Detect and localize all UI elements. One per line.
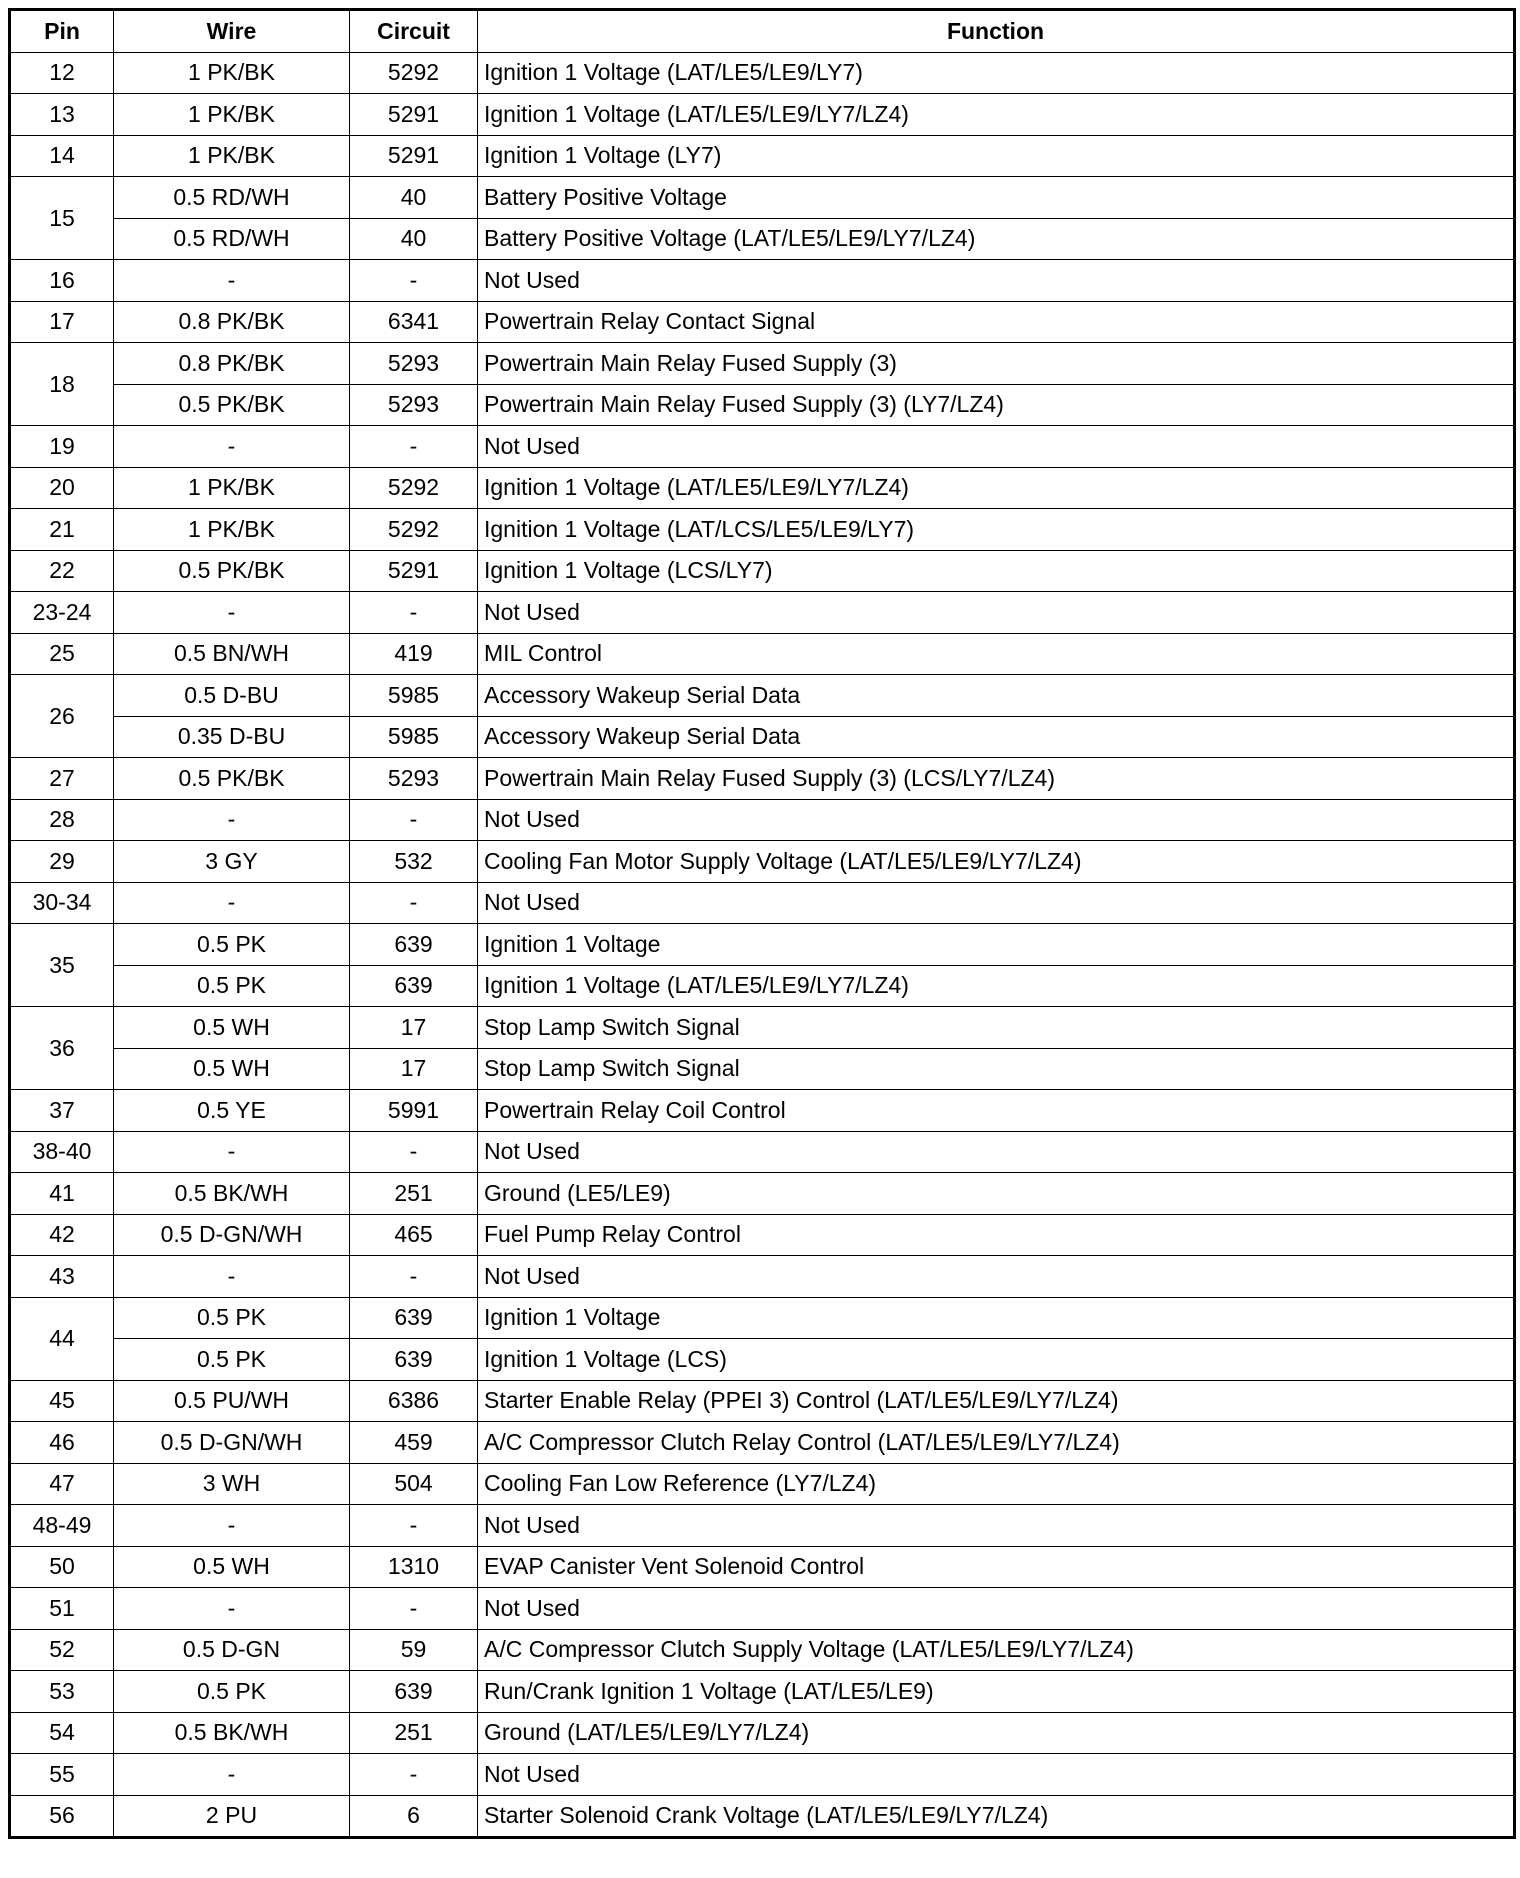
function-cell: Not Used xyxy=(478,592,1515,634)
wire-cell: 0.5 D-GN/WH xyxy=(114,1214,350,1256)
wire-cell: 0.5 RD/WH xyxy=(114,218,350,260)
function-cell: Battery Positive Voltage xyxy=(478,177,1515,219)
function-cell: A/C Compressor Clutch Supply Voltage (LAT/LE5/LE9/LY7/LZ4) xyxy=(478,1629,1515,1671)
circuit-cell: - xyxy=(350,1588,478,1630)
function-cell: Powertrain Relay Coil Control xyxy=(478,1090,1515,1132)
function-cell: Accessory Wakeup Serial Data xyxy=(478,675,1515,717)
circuit-cell: 6 xyxy=(350,1795,478,1838)
table-row xyxy=(10,1173,1515,1215)
function-cell: A/C Compressor Clutch Relay Control (LAT/LE5/LE9/LY7/LZ4) xyxy=(478,1422,1515,1464)
function-cell: Stop Lamp Switch Signal xyxy=(478,1007,1515,1049)
function-cell: Ignition 1 Voltage (LY7) xyxy=(478,135,1515,177)
table-row xyxy=(10,882,1515,924)
function-cell: Battery Positive Voltage (LAT/LE5/LE9/LY7/LZ4) xyxy=(478,218,1515,260)
table-row xyxy=(10,1131,1515,1173)
function-cell: Not Used xyxy=(478,1588,1515,1630)
pin-cell: 48-49 xyxy=(10,1505,114,1547)
wire-cell: - xyxy=(114,882,350,924)
function-cell: Ignition 1 Voltage (LAT/LE5/LE9/LY7/LZ4) xyxy=(478,94,1515,136)
wire-cell: 0.5 PK xyxy=(114,924,350,966)
pin-cell: 47 xyxy=(10,1463,114,1505)
function-cell: EVAP Canister Vent Solenoid Control xyxy=(478,1546,1515,1588)
table-row xyxy=(10,633,1515,675)
pin-cell: 54 xyxy=(10,1712,114,1754)
pin-cell: 23-24 xyxy=(10,592,114,634)
wire-cell: - xyxy=(114,592,350,634)
function-cell: Ignition 1 Voltage (LCS/LY7) xyxy=(478,550,1515,592)
wire-cell: 0.35 D-BU xyxy=(114,716,350,758)
circuit-cell: 5293 xyxy=(350,758,478,800)
circuit-cell: - xyxy=(350,1131,478,1173)
function-cell: Cooling Fan Low Reference (LY7/LZ4) xyxy=(478,1463,1515,1505)
table-row xyxy=(10,1422,1515,1464)
pin-cell: 41 xyxy=(10,1173,114,1215)
circuit-cell: 5291 xyxy=(350,135,478,177)
pin-cell: 18 xyxy=(10,343,114,426)
table-row xyxy=(10,1007,1515,1049)
circuit-cell: 5991 xyxy=(350,1090,478,1132)
circuit-cell: 5292 xyxy=(350,509,478,551)
wire-cell: 0.5 WH xyxy=(114,1546,350,1588)
table-row xyxy=(10,301,1515,343)
circuit-cell: - xyxy=(350,1256,478,1298)
circuit-cell: 6386 xyxy=(350,1380,478,1422)
table-row xyxy=(10,218,1515,260)
circuit-cell: 639 xyxy=(350,1297,478,1339)
function-cell: Ignition 1 Voltage (LAT/LCS/LE5/LE9/LY7) xyxy=(478,509,1515,551)
wire-cell: - xyxy=(114,1588,350,1630)
wire-cell: 2 PU xyxy=(114,1795,350,1838)
circuit-cell: 459 xyxy=(350,1422,478,1464)
wire-cell: 0.5 PK xyxy=(114,1339,350,1381)
function-cell: Not Used xyxy=(478,1505,1515,1547)
wire-cell: 0.5 PK xyxy=(114,1297,350,1339)
wire-cell: 0.5 PK/BK xyxy=(114,550,350,592)
table-header xyxy=(10,10,1515,53)
circuit-cell: - xyxy=(350,1754,478,1796)
circuit-cell: 40 xyxy=(350,177,478,219)
wire-cell: 1 PK/BK xyxy=(114,135,350,177)
pin-cell: 15 xyxy=(10,177,114,260)
circuit-cell: - xyxy=(350,1505,478,1547)
wire-cell: 0.5 D-BU xyxy=(114,675,350,717)
circuit-cell: 17 xyxy=(350,1048,478,1090)
wire-cell: - xyxy=(114,1131,350,1173)
circuit-cell: 639 xyxy=(350,1671,478,1713)
circuit-cell: 5985 xyxy=(350,675,478,717)
wire-cell: 1 PK/BK xyxy=(114,467,350,509)
circuit-cell: 639 xyxy=(350,1339,478,1381)
circuit-cell: 465 xyxy=(350,1214,478,1256)
table-row xyxy=(10,509,1515,551)
pin-cell: 12 xyxy=(10,52,114,94)
function-cell: Cooling Fan Motor Supply Voltage (LAT/LE5/LE9/LY7/LZ4) xyxy=(478,841,1515,883)
table-row xyxy=(10,177,1515,219)
circuit-cell: 59 xyxy=(350,1629,478,1671)
circuit-cell: - xyxy=(350,799,478,841)
circuit-cell: 5293 xyxy=(350,343,478,385)
header-row xyxy=(10,10,1515,53)
table-row xyxy=(10,1795,1515,1838)
pin-cell: 20 xyxy=(10,467,114,509)
pin-cell: 29 xyxy=(10,841,114,883)
circuit-cell: 5291 xyxy=(350,94,478,136)
pin-cell: 27 xyxy=(10,758,114,800)
table-row xyxy=(10,1588,1515,1630)
pin-cell: 38-40 xyxy=(10,1131,114,1173)
wire-cell: - xyxy=(114,1256,350,1298)
wire-cell: 0.5 D-GN xyxy=(114,1629,350,1671)
connector-pinout-table xyxy=(8,8,1516,1839)
table-row xyxy=(10,1256,1515,1298)
table-row xyxy=(10,1712,1515,1754)
pin-cell: 44 xyxy=(10,1297,114,1380)
function-cell: Not Used xyxy=(478,426,1515,468)
wire-cell: - xyxy=(114,1754,350,1796)
function-cell: Not Used xyxy=(478,1256,1515,1298)
circuit-cell: - xyxy=(350,882,478,924)
wire-cell: 1 PK/BK xyxy=(114,94,350,136)
function-cell: Accessory Wakeup Serial Data xyxy=(478,716,1515,758)
pin-cell: 55 xyxy=(10,1754,114,1796)
table-row xyxy=(10,1546,1515,1588)
function-cell: Powertrain Main Relay Fused Supply (3) (LY7/LZ4) xyxy=(478,384,1515,426)
function-cell: Ground (LAT/LE5/LE9/LY7/LZ4) xyxy=(478,1712,1515,1754)
circuit-cell: 5292 xyxy=(350,467,478,509)
wire-cell: 0.5 PK/BK xyxy=(114,384,350,426)
circuit-cell: 17 xyxy=(350,1007,478,1049)
header-circuit: Circuit xyxy=(350,10,478,53)
circuit-cell: - xyxy=(350,260,478,302)
wire-cell: 0.5 BN/WH xyxy=(114,633,350,675)
circuit-cell: 5985 xyxy=(350,716,478,758)
function-cell: Stop Lamp Switch Signal xyxy=(478,1048,1515,1090)
pin-cell: 30-34 xyxy=(10,882,114,924)
table-row xyxy=(10,52,1515,94)
pin-cell: 17 xyxy=(10,301,114,343)
table-row xyxy=(10,260,1515,302)
table-row xyxy=(10,135,1515,177)
wire-cell: 3 GY xyxy=(114,841,350,883)
function-cell: Starter Solenoid Crank Voltage (LAT/LE5/LE9/LY7/LZ4) xyxy=(478,1795,1515,1838)
table-row xyxy=(10,1754,1515,1796)
table-row xyxy=(10,1339,1515,1381)
wire-cell: 0.5 WH xyxy=(114,1048,350,1090)
table-row xyxy=(10,965,1515,1007)
circuit-cell: 639 xyxy=(350,924,478,966)
wire-cell: 0.5 BK/WH xyxy=(114,1712,350,1754)
table-row xyxy=(10,1090,1515,1132)
pin-cell: 14 xyxy=(10,135,114,177)
circuit-cell: 1310 xyxy=(350,1546,478,1588)
circuit-cell: - xyxy=(350,426,478,468)
circuit-cell: 532 xyxy=(350,841,478,883)
circuit-cell: 504 xyxy=(350,1463,478,1505)
circuit-cell: 639 xyxy=(350,965,478,1007)
function-cell: Powertrain Main Relay Fused Supply (3) (LCS/LY7/LZ4) xyxy=(478,758,1515,800)
function-cell: Not Used xyxy=(478,260,1515,302)
wire-cell: 0.5 D-GN/WH xyxy=(114,1422,350,1464)
pin-cell: 25 xyxy=(10,633,114,675)
circuit-cell: 251 xyxy=(350,1173,478,1215)
pin-cell: 42 xyxy=(10,1214,114,1256)
wire-cell: 0.5 PK xyxy=(114,1671,350,1713)
table-row xyxy=(10,1629,1515,1671)
pin-cell: 13 xyxy=(10,94,114,136)
wire-cell: 0.5 PU/WH xyxy=(114,1380,350,1422)
function-cell: Ignition 1 Voltage xyxy=(478,1297,1515,1339)
header-pin: Pin xyxy=(10,10,114,53)
pin-cell: 46 xyxy=(10,1422,114,1464)
function-cell: Not Used xyxy=(478,799,1515,841)
table-row xyxy=(10,675,1515,717)
pin-cell: 16 xyxy=(10,260,114,302)
circuit-cell: 5291 xyxy=(350,550,478,592)
function-cell: Not Used xyxy=(478,882,1515,924)
wire-cell: 0.5 BK/WH xyxy=(114,1173,350,1215)
wire-cell: - xyxy=(114,260,350,302)
table-row xyxy=(10,426,1515,468)
circuit-cell: 5292 xyxy=(350,52,478,94)
table-row xyxy=(10,924,1515,966)
function-cell: Run/Crank Ignition 1 Voltage (LAT/LE5/LE9) xyxy=(478,1671,1515,1713)
circuit-cell: 5293 xyxy=(350,384,478,426)
wire-cell: - xyxy=(114,426,350,468)
table-row xyxy=(10,1505,1515,1547)
function-cell: Not Used xyxy=(478,1754,1515,1796)
function-cell: Powertrain Relay Contact Signal xyxy=(478,301,1515,343)
header-wire: Wire xyxy=(114,10,350,53)
function-cell: Ignition 1 Voltage (LCS) xyxy=(478,1339,1515,1381)
function-cell: MIL Control xyxy=(478,633,1515,675)
table-row xyxy=(10,716,1515,758)
table-row xyxy=(10,94,1515,136)
wire-cell: - xyxy=(114,1505,350,1547)
circuit-cell: - xyxy=(350,592,478,634)
function-cell: Ground (LE5/LE9) xyxy=(478,1173,1515,1215)
pin-cell: 45 xyxy=(10,1380,114,1422)
table-row xyxy=(10,343,1515,385)
table-row xyxy=(10,799,1515,841)
pin-cell: 28 xyxy=(10,799,114,841)
pin-cell: 21 xyxy=(10,509,114,551)
pin-cell: 35 xyxy=(10,924,114,1007)
table-row xyxy=(10,1380,1515,1422)
wire-cell: 3 WH xyxy=(114,1463,350,1505)
wire-cell: 0.8 PK/BK xyxy=(114,343,350,385)
function-cell: Ignition 1 Voltage xyxy=(478,924,1515,966)
table-row xyxy=(10,384,1515,426)
table-row xyxy=(10,1214,1515,1256)
pin-cell: 56 xyxy=(10,1795,114,1838)
function-cell: Powertrain Main Relay Fused Supply (3) xyxy=(478,343,1515,385)
function-cell: Ignition 1 Voltage (LAT/LE5/LE9/LY7/LZ4) xyxy=(478,965,1515,1007)
pin-cell: 43 xyxy=(10,1256,114,1298)
table-row xyxy=(10,1463,1515,1505)
table-row xyxy=(10,758,1515,800)
pin-cell: 50 xyxy=(10,1546,114,1588)
circuit-cell: 40 xyxy=(350,218,478,260)
table-row xyxy=(10,550,1515,592)
function-cell: Ignition 1 Voltage (LAT/LE5/LE9/LY7) xyxy=(478,52,1515,94)
wire-cell: 1 PK/BK xyxy=(114,52,350,94)
function-cell: Starter Enable Relay (PPEI 3) Control (LAT/LE5/LE9/LY7/LZ4) xyxy=(478,1380,1515,1422)
circuit-cell: 6341 xyxy=(350,301,478,343)
function-cell: Not Used xyxy=(478,1131,1515,1173)
wire-cell: 0.5 PK/BK xyxy=(114,758,350,800)
function-cell: Ignition 1 Voltage (LAT/LE5/LE9/LY7/LZ4) xyxy=(478,467,1515,509)
wire-cell: 1 PK/BK xyxy=(114,509,350,551)
wire-cell: - xyxy=(114,799,350,841)
table-body xyxy=(10,52,1515,1838)
pin-cell: 22 xyxy=(10,550,114,592)
pin-cell: 52 xyxy=(10,1629,114,1671)
wire-cell: 0.5 RD/WH xyxy=(114,177,350,219)
pin-cell: 36 xyxy=(10,1007,114,1090)
pin-cell: 19 xyxy=(10,426,114,468)
circuit-cell: 419 xyxy=(350,633,478,675)
table-row xyxy=(10,1671,1515,1713)
table-row xyxy=(10,841,1515,883)
table-row xyxy=(10,592,1515,634)
wire-cell: 0.5 YE xyxy=(114,1090,350,1132)
circuit-cell: 251 xyxy=(350,1712,478,1754)
table-row xyxy=(10,467,1515,509)
pin-cell: 37 xyxy=(10,1090,114,1132)
pin-cell: 51 xyxy=(10,1588,114,1630)
pin-cell: 26 xyxy=(10,675,114,758)
wire-cell: 0.5 PK xyxy=(114,965,350,1007)
header-function: Function xyxy=(478,10,1515,53)
table-row xyxy=(10,1048,1515,1090)
table-row xyxy=(10,1297,1515,1339)
wire-cell: 0.8 PK/BK xyxy=(114,301,350,343)
pin-cell: 53 xyxy=(10,1671,114,1713)
wire-cell: 0.5 WH xyxy=(114,1007,350,1049)
function-cell: Fuel Pump Relay Control xyxy=(478,1214,1515,1256)
pinout-table-container xyxy=(8,8,1516,1839)
